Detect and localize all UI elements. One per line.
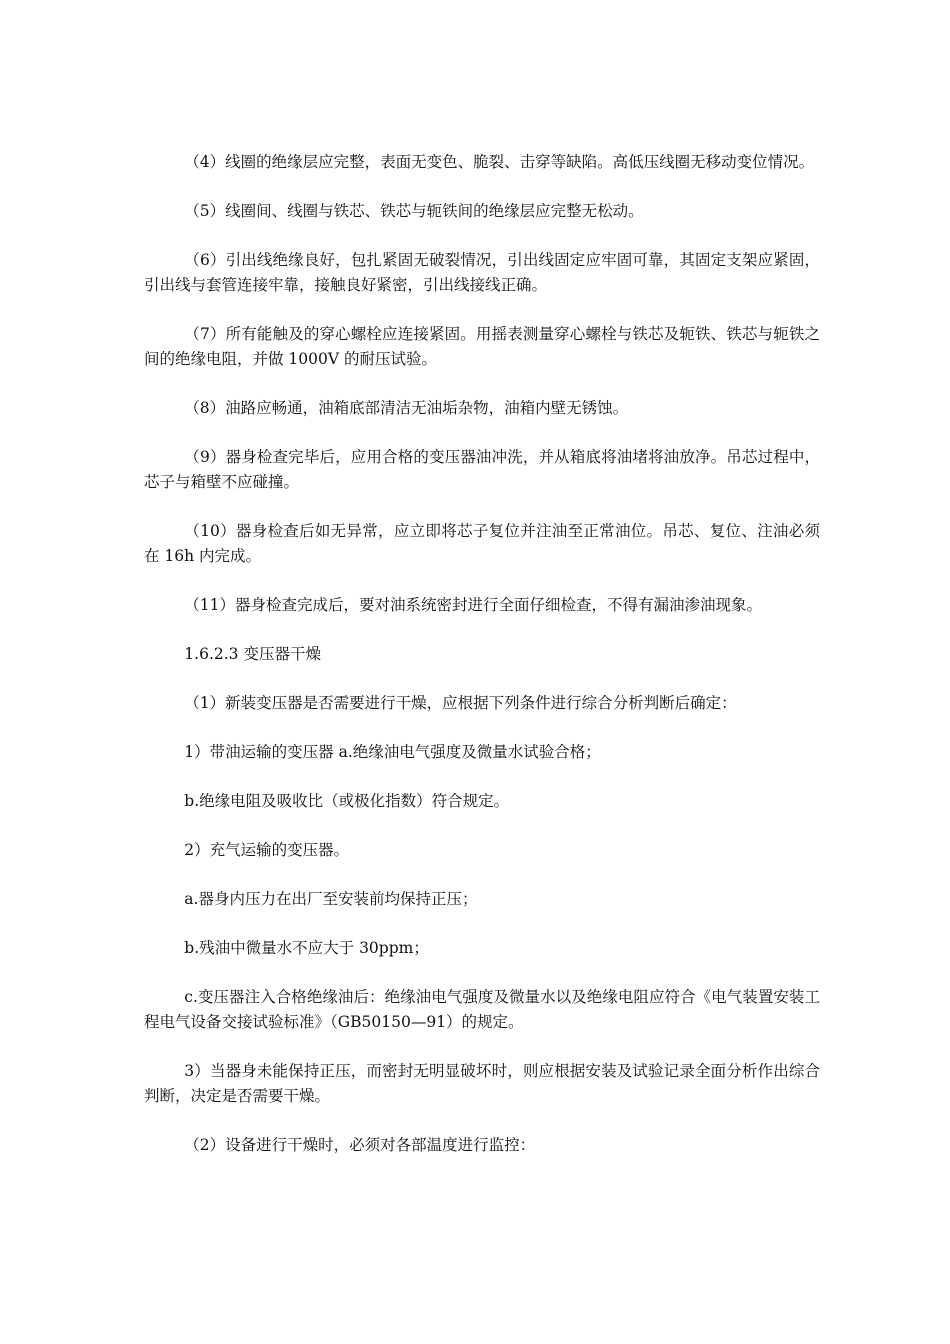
paragraph-gas-transport-a: a.器身内压力在出厂至安装前均保持正压； bbox=[184, 890, 478, 908]
paragraph-item-5: （5）线圈间、线圈与铁芯、铁芯与轭铁间的绝缘层应完整无松动。 bbox=[184, 202, 644, 220]
paragraph-oil-transport-b: b.绝缘电阻及吸收比（或极化指数）符合规定。 bbox=[184, 792, 510, 810]
paragraph-item-8: （8）油路应畅通，油箱底部清洁无油垢杂物，油箱内壁无锈蚀。 bbox=[184, 399, 629, 417]
paragraph-oil-transport: 1）带油运输的变压器 a.绝缘油电气强度及微量水试验合格； bbox=[184, 743, 601, 761]
paragraph-gas-transport: 2）充气运输的变压器。 bbox=[184, 841, 350, 859]
section-heading: 1.6.2.3 变压器干燥 bbox=[184, 645, 321, 663]
paragraph-drying-1: （1）新装变压器是否需要进行干燥，应根据下列条件进行综合分析判断后确定： bbox=[184, 694, 737, 712]
paragraph-pressure-loss: 3）当器身未能保持正压，而密封无明显破坏时，则应根据安装及试验记录全面分析作出综合判断，决定是否需要干燥。 bbox=[144, 1062, 820, 1105]
paragraph-drying-2: （2）设备进行干燥时，必须对各部温度进行监控： bbox=[184, 1136, 536, 1154]
paragraph-item-11: （11）器身检查完成后，要对油系统密封进行全面仔细检查，不得有漏油渗油现象。 bbox=[184, 596, 763, 614]
paragraph-item-10: （10）器身检查后如无异常，应立即将芯子复位并注油至正常油位。吊芯、复位、注油必须在 16h 内完成。 bbox=[144, 522, 820, 565]
paragraph-item-4: （4）线圈的绝缘层应完整，表面无变色、脆裂、击穿等缺陷。高低压线圈无移动变位情况。 bbox=[184, 153, 815, 171]
paragraph-gas-transport-c: c.变压器注入合格绝缘油后：绝缘油电气强度及微量水以及绝缘电阻应符合《电气装置安装工程电气设备交接试验标准》（GB50150—91）的规定。 bbox=[144, 988, 820, 1031]
paragraph-item-6: （6）引出线绝缘良好，包扎紧固无破裂情况，引出线固定应牢固可靠，其固定支架应紧固，引出线与套管连接牢靠，接触良好紧密，引出线接线正确。 bbox=[144, 251, 820, 294]
paragraph-item-7: （7）所有能触及的穿心螺栓应连接紧固。用摇表测量穿心螺栓与铁芯及轭铁、铁芯与轭铁之间的绝缘电阻，并做 1000V 的耐压试验。 bbox=[144, 325, 820, 368]
document-body bbox=[144, 150, 820, 1182]
paragraph-gas-transport-b: b.残油中微量水不应大于 30ppm； bbox=[184, 939, 429, 957]
paragraph-item-9: （9）器身检查完毕后，应用合格的变压器油冲洗，并从箱底将油堵将油放净。吊芯过程中，芯子与箱壁不应碰撞。 bbox=[144, 448, 820, 491]
